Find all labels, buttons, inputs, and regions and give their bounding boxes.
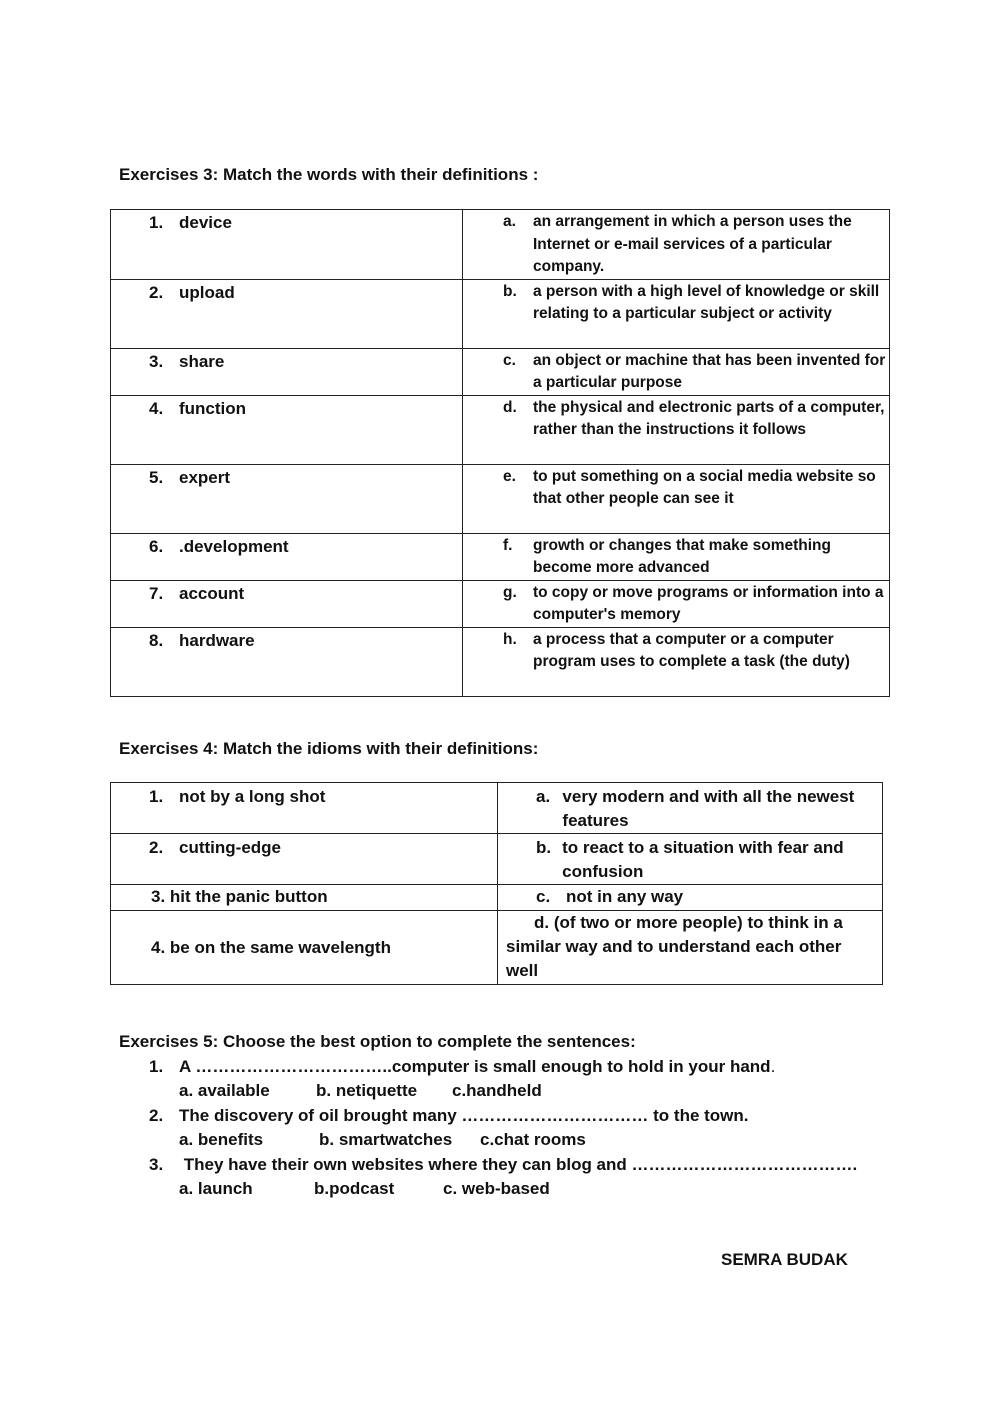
- question-number: 3.: [149, 1154, 164, 1174]
- options: [119, 1128, 857, 1153]
- definition: not in any way: [566, 887, 684, 906]
- exercise-4-table: [110, 782, 883, 985]
- option-a: a. launch: [179, 1179, 253, 1198]
- definition-letter: h.: [503, 630, 517, 648]
- exercise-5-heading: Exercises 5: Choose the best option to complete the sentences:: [119, 1032, 636, 1051]
- word: hardware: [179, 630, 255, 650]
- definition-letter: c.: [536, 887, 551, 906]
- definition: an arrangement in which a person uses the Internet or e-mail services of a particular company.: [533, 213, 852, 275]
- question: [119, 1104, 857, 1129]
- idiom: not by a long shot: [179, 787, 326, 806]
- definition: very modern and with all the newest features: [562, 787, 855, 830]
- word-number: 3.: [149, 351, 164, 371]
- question: [119, 1055, 857, 1080]
- option-a: a. benefits: [179, 1130, 264, 1149]
- definition: d. (of two or more people) to think in a similar way and to understand each other well: [506, 913, 843, 980]
- word-number: 5.: [149, 467, 164, 487]
- word: upload: [179, 282, 235, 302]
- question-number: 2.: [149, 1105, 164, 1125]
- word: device: [179, 213, 232, 232]
- definition-letter: g.: [503, 583, 517, 601]
- exercise-3-table: [110, 209, 890, 697]
- word-number: 7.: [149, 583, 164, 603]
- question-text: The discovery of oil brought many …………………………… to the town.: [179, 1105, 749, 1125]
- definition-letter: e.: [503, 467, 516, 485]
- word: expert: [179, 467, 231, 487]
- definition: an object or machine that has been invented for a particular purpose: [533, 351, 886, 391]
- definition-letter: b.: [536, 838, 552, 857]
- definition-letter: f.: [503, 536, 513, 554]
- word-number: 2.: [149, 282, 164, 302]
- question-number: 1.: [149, 1056, 164, 1076]
- idiom-number: 1.: [149, 787, 164, 806]
- option-c: c.handheld: [452, 1081, 542, 1100]
- question: [119, 1153, 857, 1178]
- idiom: 3. hit the panic button: [151, 887, 328, 906]
- exercise-4-heading: Exercises 4: Match the idioms with their definitions:: [119, 739, 539, 758]
- question-text: A ……………………………..computer is small enough to hold in your hand: [179, 1056, 771, 1076]
- option-c: c. web-based: [443, 1179, 550, 1198]
- word-number: 4.: [149, 398, 164, 418]
- word-number: 6.: [149, 536, 164, 556]
- word-number: 8.: [149, 630, 164, 650]
- options: [119, 1177, 857, 1202]
- idiom: cutting-edge: [179, 838, 281, 857]
- idiom: 4. be on the same wavelength: [151, 937, 391, 957]
- definition-letter: c.: [503, 351, 516, 369]
- exercise-5: [119, 1030, 857, 1202]
- definition: a person with a high level of knowledge or skill relating to a particular subject or activity: [533, 282, 880, 322]
- definition-letter: a.: [536, 787, 551, 806]
- definition: to react to a situation with fear and confusion: [562, 838, 844, 881]
- definition: to copy or move programs or information into a computer's memory: [533, 583, 884, 623]
- word: share: [179, 351, 225, 371]
- word: account: [179, 583, 245, 603]
- word: .development: [179, 536, 289, 556]
- exercise-3-heading: Exercises 3: Match the words with their definitions :: [119, 165, 539, 184]
- definition-letter: d.: [503, 398, 517, 416]
- option-a: a. available: [179, 1081, 270, 1100]
- definition: growth or changes that make something become more advanced: [533, 536, 831, 576]
- option-c: c.chat rooms: [480, 1130, 586, 1149]
- question-text-end: .: [770, 1056, 776, 1076]
- author-name: SEMRA BUDAK: [721, 1250, 848, 1269]
- definition: the physical and electronic parts of a computer, rather than the instructions it follows: [533, 398, 885, 438]
- word: function: [179, 398, 247, 418]
- idiom-number: 2.: [149, 838, 164, 857]
- options: [119, 1079, 857, 1104]
- option-b: b. netiquette: [316, 1081, 418, 1100]
- question-text: They have their own websites where they can blog and ………………………………….: [179, 1154, 858, 1174]
- definition: a process that a computer or a computer program uses to complete a task (the duty): [533, 630, 850, 670]
- definition-letter: b.: [503, 282, 517, 300]
- option-b: b.podcast: [314, 1179, 395, 1198]
- word-number: 1.: [149, 213, 164, 232]
- definition: to put something on a social media website so that other people can see it: [533, 467, 876, 507]
- definition-letter: a.: [503, 213, 516, 230]
- option-b: b. smartwatches: [319, 1130, 453, 1149]
